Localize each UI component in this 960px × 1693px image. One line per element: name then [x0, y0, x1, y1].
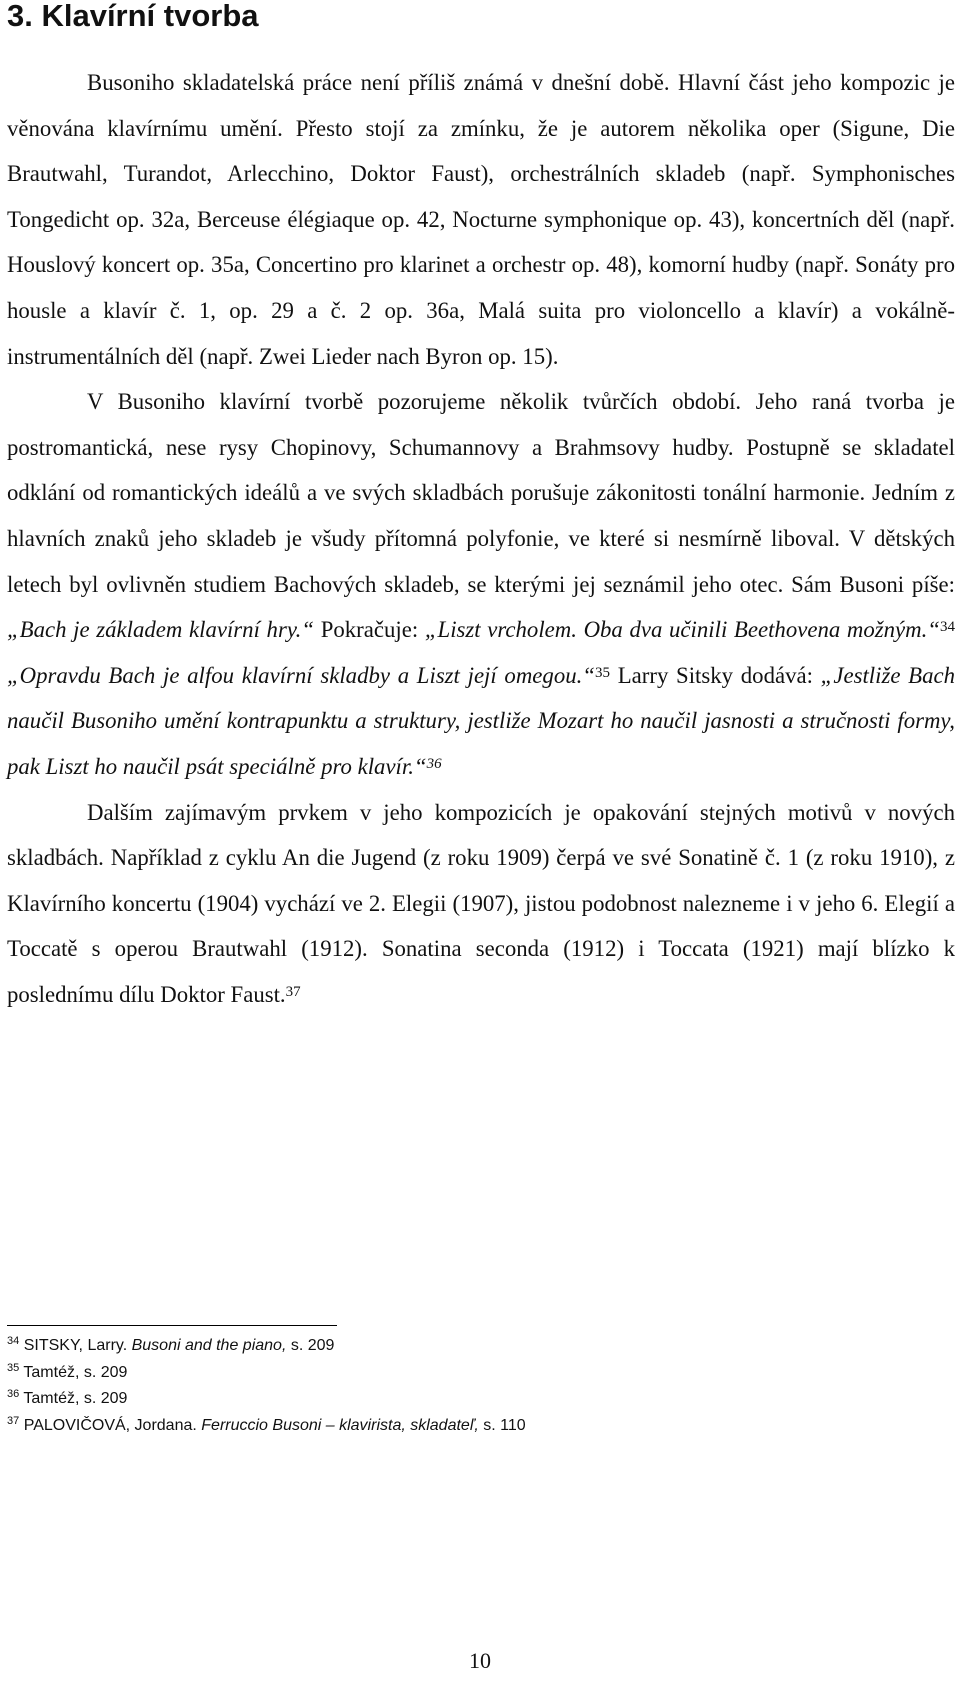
- footnote-ref: 36: [426, 755, 442, 772]
- footnote-author: SITSKY, Larry.: [23, 1337, 132, 1354]
- paragraph-1: [7, 60, 955, 379]
- paragraph-2: [7, 379, 955, 789]
- footnote-separator: [7, 1325, 337, 1326]
- text-run: Busoniho skladatelská práce není příliš známá v dnešní době. Hlavní část jeho kompozic je věnována klavírnímu umění. Přesto stojí za zmínku, že je autorem několika oper (Sigune, Die Brautwahl, Turandot, Arlecchino, Doktor Faust), orchestrálních skladeb (např. Symphonisches Tongedicht op. 32a, Berceuse élégiaque op. 42, Nocturne symphonique op. 43), koncertních děl (např. Houslový koncert op. 35a, Concertino pro klarinet a orchestr op. 48), komorní hudby (např. Sonáty pro housle a klavír č. 1, op. 29 a č. 2 op. 36a, Malá suita pro violoncello a klavír) a vokálně-instrumentálních děl (např. Zwei Lieder nach Byron op. 15).: [7, 70, 955, 369]
- footnote-title: Busoni and the piano,: [131, 1337, 287, 1354]
- quotation: „Opravdu Bach je alfou klavírní skladby a Liszt její omegou.“: [7, 662, 595, 688]
- footnotes: [7, 1333, 907, 1439]
- footnote-number: 35: [7, 1361, 20, 1374]
- footnote: [7, 1333, 907, 1360]
- footnote: [7, 1386, 907, 1413]
- footnote-pages: s. 209: [286, 1337, 335, 1354]
- footnote-author: Tamtéž, s. 209: [23, 1390, 128, 1407]
- footnote-number: 34: [7, 1335, 20, 1347]
- footnote-ref: 34: [940, 619, 955, 636]
- quotation: „Jestliže Bach naučil Busoniho umění kontrapunktu a struktury, jestliže Mozart ho naučil jasnosti a stručnosti formy, pak Liszt ho naučil psát speciálně pro klavír.“: [7, 662, 955, 779]
- chapter-heading: 3. Klavírní tvorba: [7, 0, 259, 33]
- footnote: [7, 1413, 907, 1440]
- quotation: „Bach je základem klavírní hry.“: [7, 617, 315, 643]
- text-run: Larry Sitsky dodává:: [610, 662, 821, 688]
- page-number: 10: [469, 1648, 491, 1673]
- footnote-author: PALOVIČOVÁ, Jordana.: [23, 1416, 202, 1434]
- text-run: Dalším zajímavým prvkem v jeho kompozicích je opakování stejných motivů v nových skladbách. Například z cyklu An die Jugend (z roku 1909) čerpá ve své Sonatině č. 1 (z roku 1910), z Klavírního koncertu (1904) vychází ve 2. Elegii (1907), jistou podobnost nalezneme i v jeho 6. Elegií a Toccatě s operou Brautwahl (1912). Sonatina seconda (1912) i Toccata (1921) mají blízko k poslednímu dílu Doktor Faust.: [7, 799, 955, 1007]
- footnote-pages: s. 110: [478, 1416, 526, 1434]
- footnote-title: Ferruccio Busoni – klavirista, skladateľ,: [201, 1416, 479, 1434]
- quotation: „Liszt vrcholem. Oba dva učinili Beethovena možným.“: [424, 617, 940, 643]
- text-run: V Busoniho klavírní tvorbě pozorujeme několik tvůrčích období. Jeho raná tvorba je postromantická, nese rysy Chopinovy, Schumannovy a Brahmsovy hudby. Postupně se skladatel odklání od romantických ideálů a ve svých skladbách porušuje zákonitosti tonální harmonie. Jedním z hlavních znaků jeho skladeb je všudy přítomná polyfonie, ve které si nesmírně liboval. V dětských letech byl ovlivněn studiem Bachových skladeb, se kterými jej seznámil jeho otec. Sám Busoni píše:: [7, 389, 955, 597]
- footnote: [7, 1360, 907, 1387]
- footnote-number: 36: [7, 1388, 20, 1400]
- body-text: [7, 60, 955, 1017]
- footnote-ref: 37: [285, 983, 301, 1000]
- footnote-number: 37: [7, 1414, 20, 1427]
- footnote-ref: 35: [595, 664, 610, 681]
- paragraph-3: [7, 790, 955, 1018]
- footnote-author: Tamtéž, s. 209: [23, 1363, 128, 1381]
- text-run: Pokračuje:: [314, 617, 425, 643]
